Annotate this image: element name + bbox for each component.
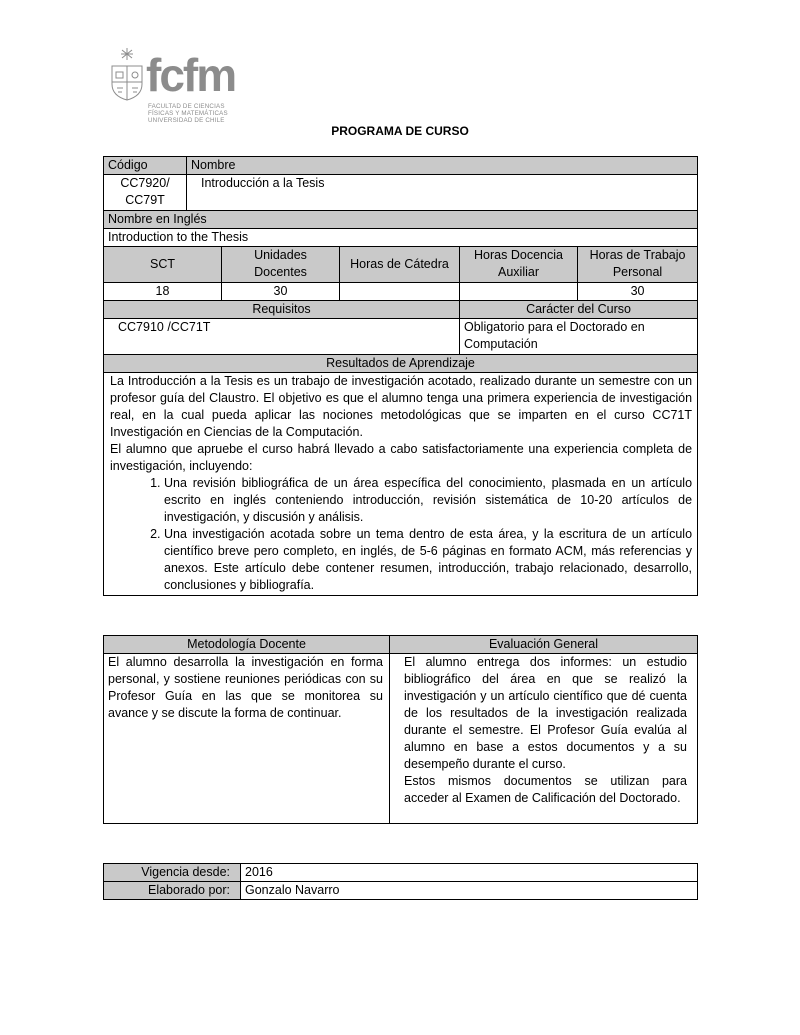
footer-table	[103, 863, 698, 900]
requisitos-value: CC7910 /CC71T	[104, 319, 460, 355]
list-item: 2. Una investigación acotada sobre un tema dentro de esta área, y la escritura de un artículo científico breve pero completo, en inglés, de 5-6 páginas en formato ACM, más referencias y anexos. Este artículo debe contener resumen, introducción, trabajo relacionado, desarrollo, conclusiones y bibliografía.	[164, 526, 692, 594]
resultados-paragraph: El alumno que apruebe el curso habrá llevado a cabo satisfactoriamente una experiencia completa de investigación, incluyendo:	[110, 442, 693, 473]
personal-label: Horas de Trabajo Personal	[578, 247, 698, 283]
list-item: 1. Una revisión bibliográfica de un área específica del conocimiento, plasmada en un artículo escrito en inglés conteniendo introducción, revisión sistemática de 10-20 artículos de investigación, y discusión y análisis.	[164, 475, 692, 526]
codigo-value: CC7920/ CC79T	[104, 175, 187, 211]
evaluacion-paragraph: Estos mismos documentos se utilizan para acceder al Examen de Calificación del Doctorado.	[404, 774, 687, 805]
personal-value: 30	[578, 283, 698, 301]
unidades-label: Unidades Docentes	[222, 247, 340, 283]
nombre-label: Nombre	[187, 157, 698, 175]
nombre-ingles-value: Introduction to the Thesis	[104, 229, 698, 247]
unidades-value: 30	[222, 283, 340, 301]
page-title: PROGRAMA DE CURSO	[331, 124, 469, 138]
resultados-paragraph: La Introducción a la Tesis es un trabajo de investigación acotado, realizado durante un semestre con un profesor guía del Claustro. El objetivo es que el alumno tenga una primera experiencia de investigación real, en la cual pueda aplicar las nociones metodológicas que se imparten en el curso CC71T Investigación en Ciencias de la Computación.	[110, 374, 693, 439]
auxiliar-label: Horas Docencia Auxiliar	[460, 247, 578, 283]
catedra-value	[340, 283, 460, 301]
elaborado-value: Gonzalo Navarro	[241, 882, 698, 900]
caracter-label: Carácter del Curso	[460, 301, 698, 319]
vigencia-label: Vigencia desde:	[104, 864, 241, 882]
course-table	[103, 156, 698, 596]
evaluacion-label: Evaluación General	[390, 636, 698, 654]
metodologia-label: Metodología Docente	[104, 636, 390, 654]
nombre-value: Introducción a la Tesis	[187, 175, 698, 211]
requisitos-label: Requisitos	[104, 301, 460, 319]
nombre-ingles-label: Nombre en Inglés	[104, 211, 698, 229]
resultados-label: Resultados de Aprendizaje	[104, 355, 698, 373]
fcfm-logo	[108, 44, 236, 126]
auxiliar-value	[460, 283, 578, 301]
logo-wordmark: fcfm	[146, 49, 236, 101]
resultados-body	[104, 373, 698, 596]
vigencia-value: 2016	[241, 864, 698, 882]
caracter-value: Obligatorio para el Doctorado en Computación	[460, 319, 698, 355]
sct-label: SCT	[104, 247, 222, 283]
university-seal-icon	[108, 46, 146, 102]
resultados-list	[110, 475, 692, 594]
logo-subtitle: FACULTAD DE CIENCIAS FÍSICAS Y MATEMÁTICAS UNIVERSIDAD DE CHILE	[148, 103, 228, 124]
codigo-label: Código	[104, 157, 187, 175]
sct-value: 18	[104, 283, 222, 301]
evaluacion-body	[390, 654, 698, 824]
method-table	[103, 635, 698, 824]
evaluacion-paragraph: El alumno entrega dos informes: un estudio bibliográfico del área en que se realizó la investigación y un artículo científico que dé cuenta de los resultados de la investigación realizada durante el semestre. El Profesor Guía evalúa al alumno en base a estos documentos y a su desempeño durante el curso.	[404, 655, 687, 771]
elaborado-label: Elaborado por:	[104, 882, 241, 900]
metodologia-value: El alumno desarrolla la investigación en forma personal, y sostiene reuniones periódicas con su Profesor Guía en las que se monitorea su avance y se discute la forma de continuar.	[104, 654, 390, 824]
catedra-label: Horas de Cátedra	[340, 247, 460, 283]
